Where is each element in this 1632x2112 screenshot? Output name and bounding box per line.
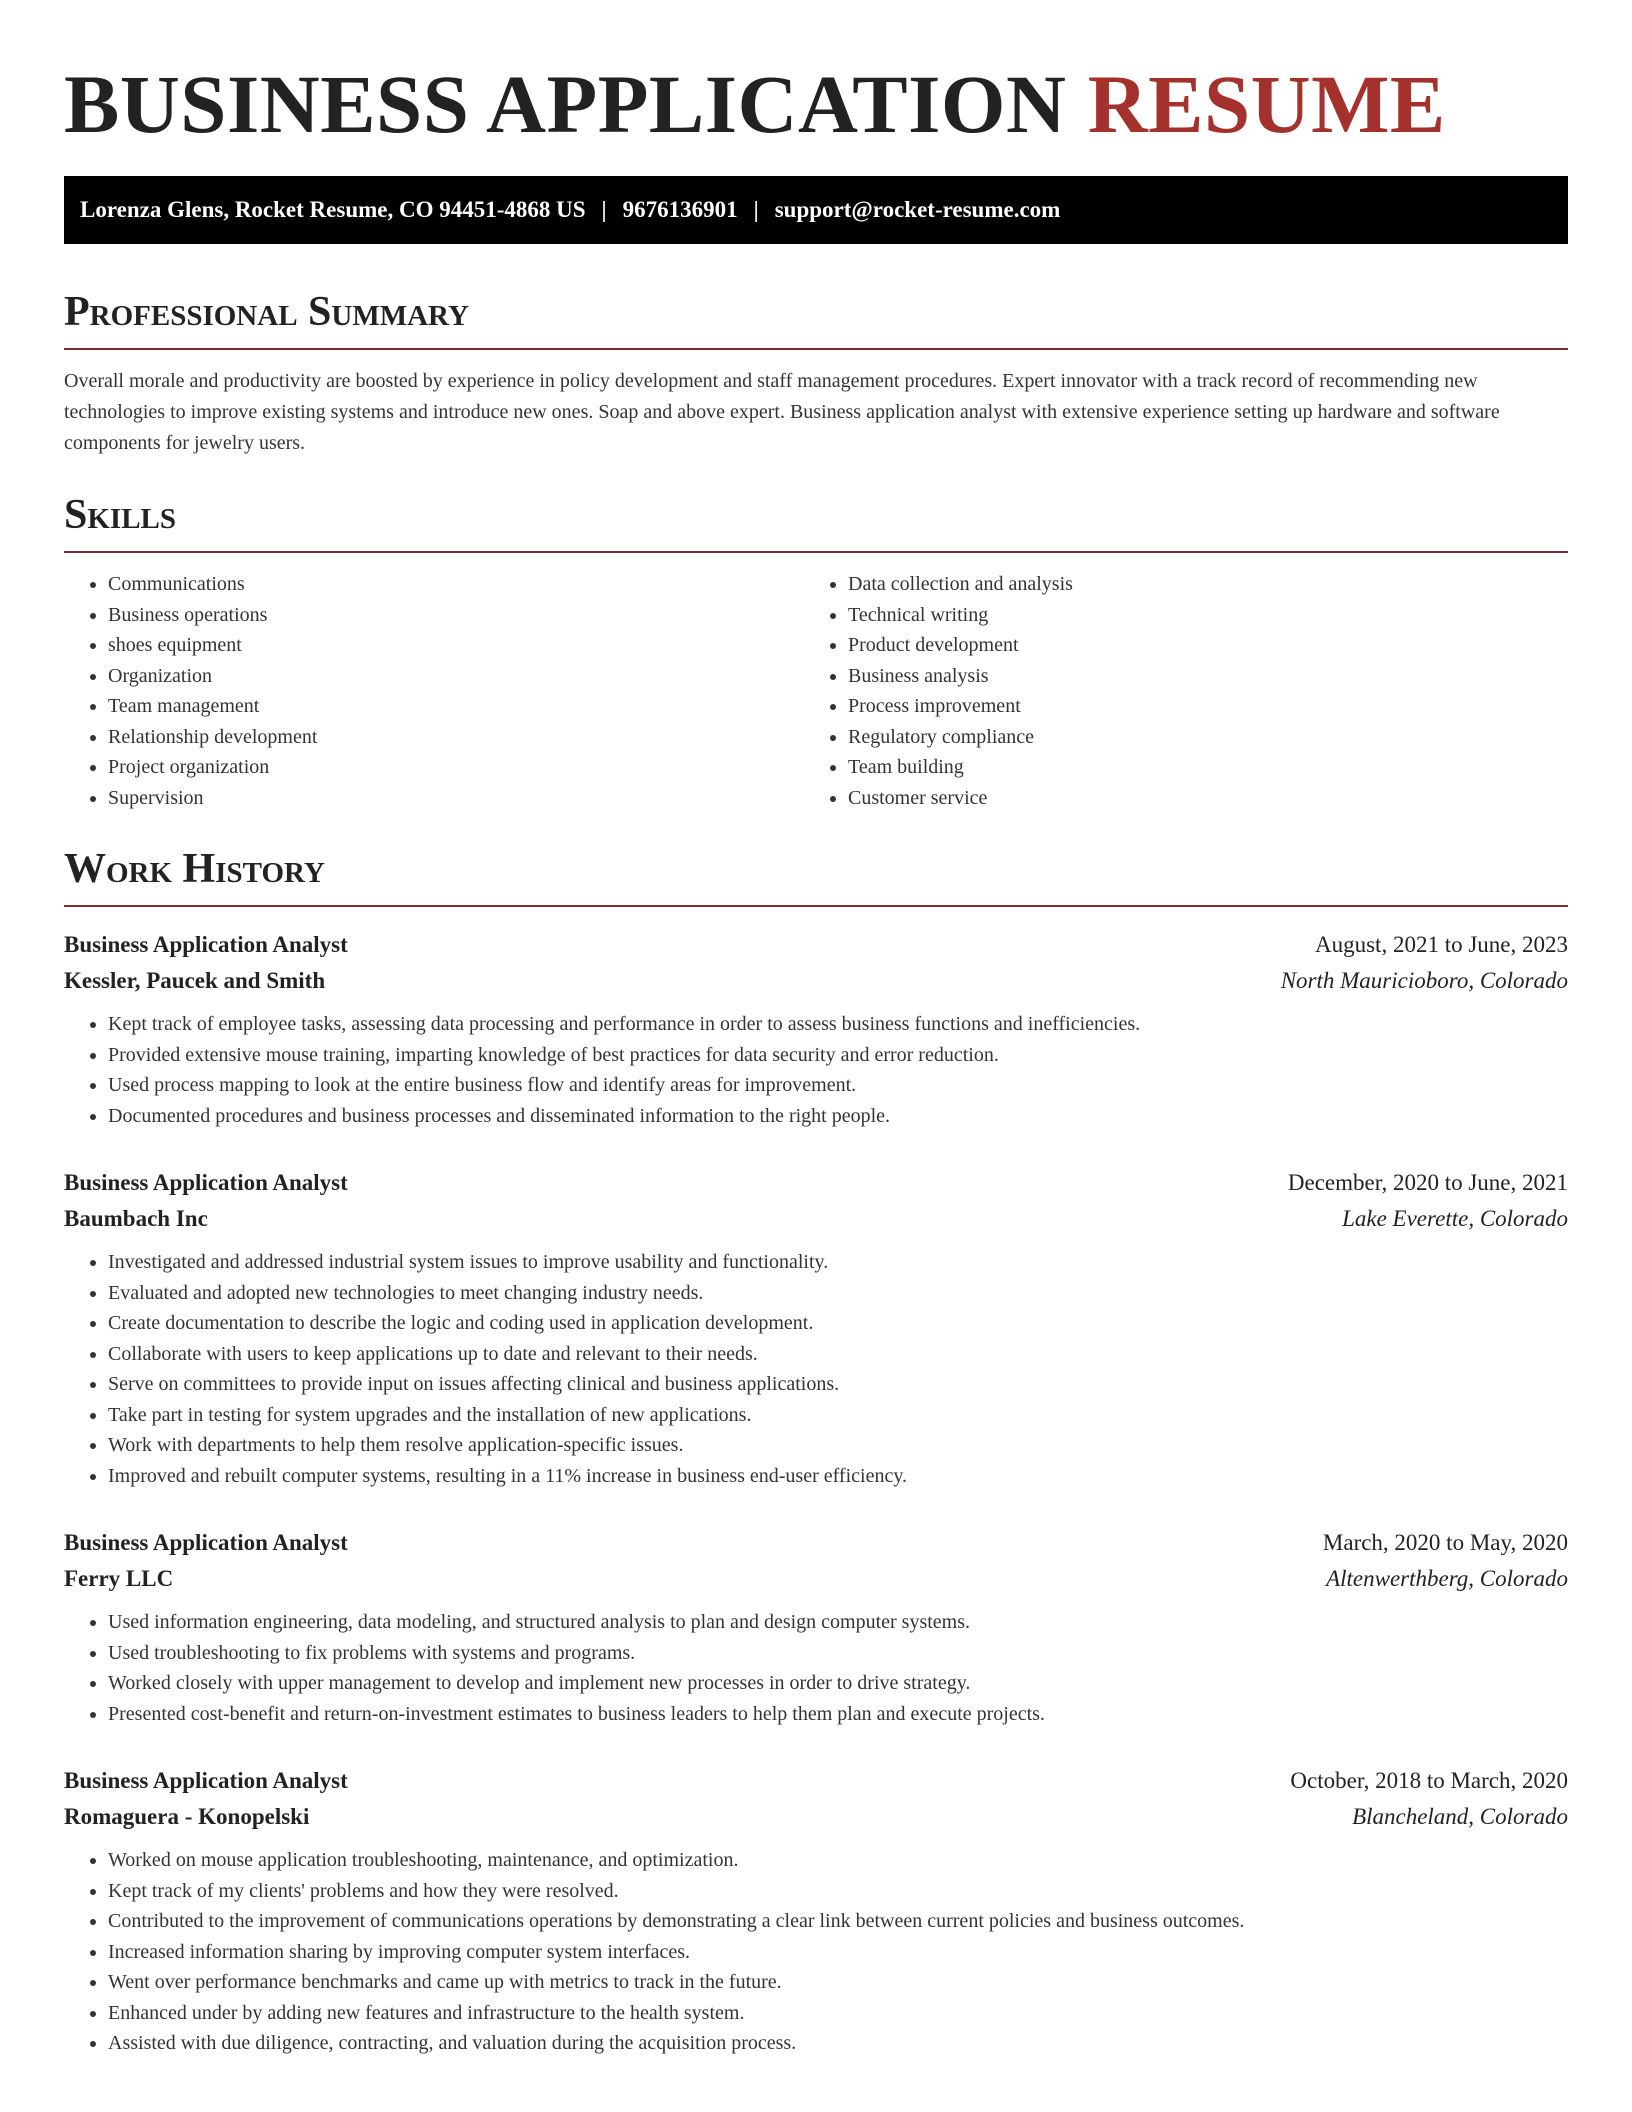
summary-heading: Professional Summary [64,286,1568,350]
job-bullets [64,1009,1568,1131]
summary-text: Overall morale and productivity are boosted by experience in policy development and staff management procedures. Expert innovator with a track record of recommending new technologies to improve existing systems and introduce new ones. Soap and above expert. Business application analyst with extensive experience setting up hardware and software components for jewelry users. [64,370,1500,454]
job-bullet: • Presented cost-benefit and return-on-investment estimates to business leaders to help them plan and execute projects. [108,1699,1568,1730]
job-company: Baumbach Inc [64,1206,208,1231]
job-title: Business Application Analyst [64,1530,348,1555]
skill-item: • Relationship development [108,722,804,753]
job-location: Blancheland, Colorado [1352,1804,1568,1829]
job-title: Business Application Analyst [64,1170,348,1195]
job-bullet: • Work with departments to help them resolve application-specific issues. [108,1430,1568,1461]
skills-columns [64,569,1568,813]
job-bullet: • Used process mapping to look at the entire business flow and identify areas for improvement. [108,1070,1568,1101]
job-bullet: • Evaluated and adopted new technologies to meet changing industry needs. [108,1278,1568,1309]
contact-email[interactable]: support@rocket-resume.com [774,197,1061,222]
job-bullet: • Documented procedures and business processes and disseminated information to the right people. [108,1101,1568,1132]
job-company-row [64,1799,1568,1835]
job-bullet: • Contributed to the improvement of communications operations by demonstrating a clear link between current policies and business outcomes. [108,1906,1568,1937]
job-bullet: • Kept track of my clients' problems and how they were resolved. [108,1876,1568,1907]
job-bullet: • Investigated and addressed industrial system issues to improve usability and functionality. [108,1247,1568,1278]
job-header-row [64,927,1568,963]
job-company-row [64,963,1568,999]
job-company: Romaguera - Konopelski [64,1804,310,1829]
job-bullet: • Kept track of employee tasks, assessing data processing and performance in order to assess business functions and inefficiencies. [108,1009,1568,1040]
work-history-section [64,843,1568,2059]
job-bullet: • Used information engineering, data modeling, and structured analysis to plan and design computer systems. [108,1607,1568,1638]
job-bullet: • Enhanced under by adding new features and infrastructure to the health system. [108,1998,1568,2029]
work-history-heading: Work History [64,843,1568,907]
resume-title [64,56,1568,152]
job-bullet: • Serve on committees to provide input on issues affecting clinical and business applications. [108,1369,1568,1400]
contact-address: Lorenza Glens, Rocket Resume, CO 94451-4868 US [80,197,586,222]
skill-item: • Communications [108,569,804,600]
title-main: BUSINESS APPLICATION [64,58,1067,150]
job-bullet: • Collaborate with users to keep applications up to date and relevant to their needs. [108,1339,1568,1370]
job-title: Business Application Analyst [64,932,348,957]
job-bullets [64,1607,1568,1729]
job-location: Lake Everette, Colorado [1342,1206,1568,1231]
summary-section [64,286,1568,459]
job-bullet: • Went over performance benchmarks and came up with metrics to track in the future. [108,1967,1568,1998]
job-title: Business Application Analyst [64,1768,348,1793]
skill-item: • Organization [108,661,804,692]
skills-list-left [64,569,804,813]
job-location: Altenwerthberg, Colorado [1326,1566,1568,1591]
job-dates: December, 2020 to June, 2021 [1287,1170,1568,1195]
job-bullets [64,1845,1568,2059]
job-bullet: • Worked on mouse application troubleshooting, maintenance, and optimization. [108,1845,1568,1876]
skill-item: • Customer service [848,783,1544,814]
contact-separator: | [753,197,759,222]
job-header-row [64,1763,1568,1799]
job-bullet: • Provided extensive mouse training, imparting knowledge of best practices for data security and error reduction. [108,1040,1568,1071]
job-bullet: • Worked closely with upper management to develop and implement new processes in order to drive strategy. [108,1668,1568,1699]
skill-item: • Process improvement [848,691,1544,722]
job-entry [64,1763,1568,2059]
job-header-row [64,1525,1568,1561]
skills-section [64,489,1568,813]
skills-list-right [804,569,1544,813]
job-header-row [64,1165,1568,1201]
job-location: North Mauricioboro, Colorado [1280,968,1568,993]
job-dates: March, 2020 to May, 2020 [1322,1530,1568,1555]
skill-item: • Technical writing [848,600,1544,631]
skill-item: • Business operations [108,600,804,631]
job-company-row [64,1561,1568,1597]
skill-item: • Team building [848,752,1544,783]
job-bullet: • Take part in testing for system upgrades and the installation of new applications. [108,1400,1568,1431]
job-dates: August, 2021 to June, 2023 [1315,932,1568,957]
job-company: Kessler, Paucek and Smith [64,968,326,993]
contact-phone[interactable]: 9676136901 [622,197,738,222]
job-company-row [64,1201,1568,1237]
skill-item: • Project organization [108,752,804,783]
job-entry [64,927,1568,1131]
skill-item: • Data collection and analysis [848,569,1544,600]
skill-item: • Supervision [108,783,804,814]
job-bullets [64,1247,1568,1491]
job-entry [64,1525,1568,1729]
title-accent: RESUME [1087,58,1446,150]
skill-item: • Business analysis [848,661,1544,692]
job-bullet: • Used troubleshooting to fix problems with systems and programs. [108,1638,1568,1669]
job-bullet: • Assisted with due diligence, contracting, and valuation during the acquisition process. [108,2028,1568,2059]
job-company: Ferry LLC [64,1566,174,1591]
skill-item: • shoes equipment [108,630,804,661]
job-bullet: • Increased information sharing by improving computer system interfaces. [108,1937,1568,1968]
job-bullet: • Improved and rebuilt computer systems, resulting in a 11% increase in business end-user efficiency. [108,1461,1568,1492]
skill-item: • Regulatory compliance [848,722,1544,753]
job-bullet: • Create documentation to describe the logic and coding used in application development. [108,1308,1568,1339]
contact-separator: | [601,197,607,222]
contact-bar [64,176,1568,244]
skill-item: • Product development [848,630,1544,661]
skill-item: • Team management [108,691,804,722]
job-dates: October, 2018 to March, 2020 [1290,1768,1568,1793]
skills-heading: Skills [64,489,1568,553]
job-entry [64,1165,1568,1491]
